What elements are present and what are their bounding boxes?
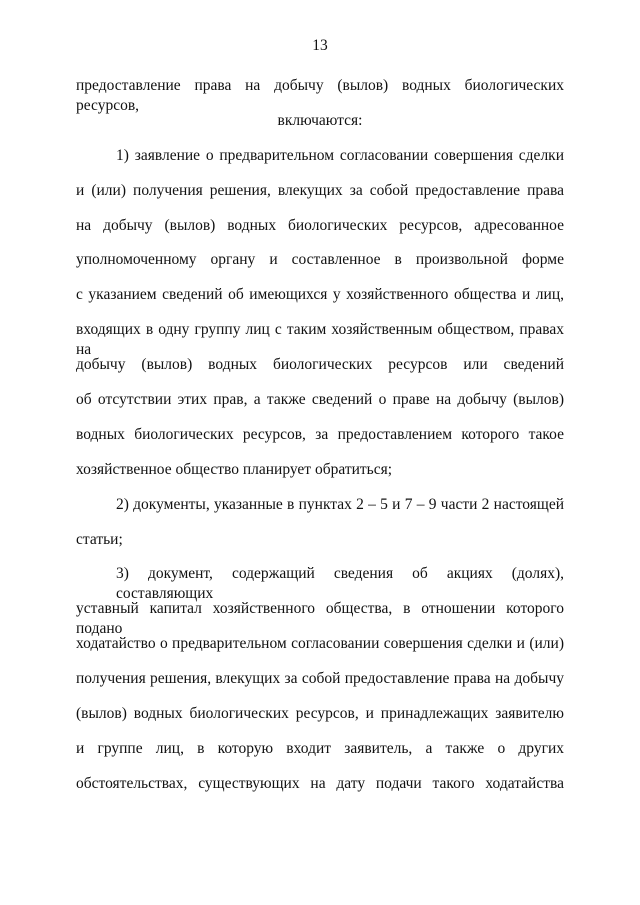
text-line: и группе лиц, в которую входит заявитель, а также о других: [76, 739, 564, 757]
text-line: хозяйственное общество планирует обратиться;: [76, 460, 393, 478]
text-line: водных биологических ресурсов, за предоставлением которого такое: [76, 425, 564, 443]
text-line: получения решения, влекущих за собой предоставление права на добычу: [76, 670, 564, 688]
text-line: уставный капитал хозяйственного общества, в отношении которого подано: [76, 600, 564, 638]
text-line: уполномоченному органу и составленное в произвольной форме: [76, 251, 564, 269]
text-line: 1) заявление о предварительном согласовании совершения сделки: [116, 146, 564, 164]
text-line: предоставление права на добычу (вылов) водных биологических ресурсов,: [76, 77, 564, 114]
text-line: обстоятельствах, существующих на дату подачи такого ходатайства: [76, 774, 564, 792]
text-line: добычу (вылов) водных биологических ресурсов или сведений: [76, 356, 564, 374]
text-line: ходатайство о предварительном согласовании совершения сделки и (или): [76, 635, 564, 653]
text-line: 3) документ, содержащий сведения об акциях (долях), составляющих: [116, 565, 564, 603]
text-line: (вылов) водных биологических ресурсов, и принадлежащих заявителю: [76, 705, 564, 723]
text-line: статьи;: [76, 530, 123, 548]
text-line: об отсутствии этих прав, а также сведений о праве на добычу (вылов): [76, 391, 564, 409]
text-line: на добычу (вылов) водных биологических ресурсов, адресованное: [76, 216, 564, 234]
body-text: [76, 76, 564, 809]
text-line: с указанием сведений об имеющихся у хозяйственного общества и лиц,: [76, 286, 564, 304]
text-line: 2) документы, указанные в пунктах 2 – 5 и 7 – 9 части 2 настоящей: [116, 495, 564, 513]
text-line: и (или) получения решения, влекущих за собой предоставление права: [76, 181, 564, 199]
page-number: 13: [312, 37, 328, 54]
text-line: включаются:: [277, 111, 363, 129]
text-line: входящих в одну группу лиц с таким хозяйственным обществом, правах на: [76, 321, 564, 359]
